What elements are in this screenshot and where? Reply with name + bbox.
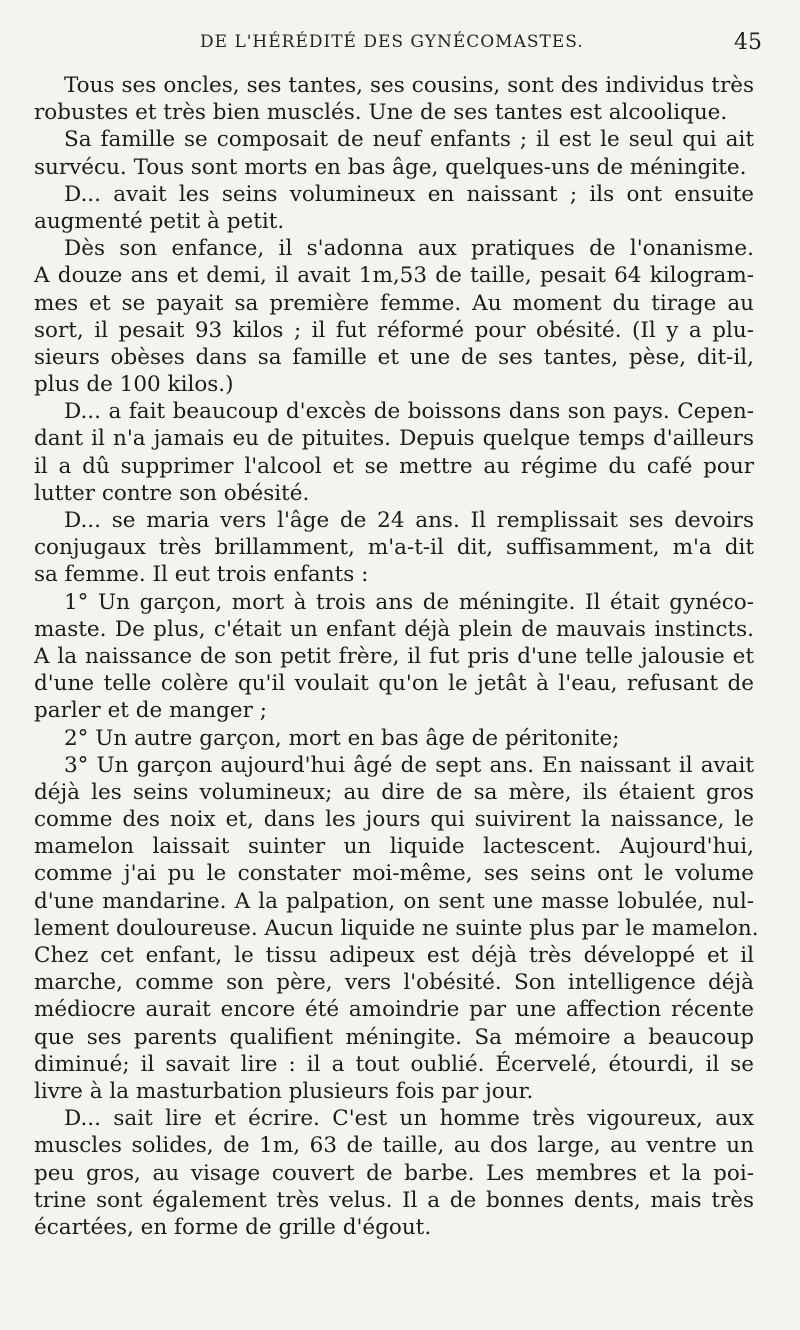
text-line: 2° Un autre garçon, mort en bas âge de péritonite; <box>64 725 620 751</box>
text-line: D... a fait beaucoup d'excès de boissons dans son pays. Cepen- <box>64 399 754 425</box>
text-line: sa femme. Il eut trois enfants : <box>34 562 369 588</box>
text-line: comme des noix et, dans les jours qui suivirent la naissance, le <box>34 807 754 833</box>
text-line: sort, il pesait 93 kilos ; il fut réformé pour obésité. (Il y a plu- <box>34 317 754 343</box>
text-line: il a dû supprimer l'alcool et se mettre au régime du café pour <box>34 453 754 479</box>
text-line: 1° Un garçon, mort à trois ans de méningite. Il était gynéco- <box>64 589 754 615</box>
text-line: que ses parents qualifient méningite. Sa mémoire a beaucoup <box>34 1024 754 1050</box>
text-line: Chez cet enfant, le tissu adipeux est déjà très développé et il <box>34 943 754 968</box>
text-line: robustes et très bien musclés. Une de ses tantes est alcoolique. <box>34 100 728 126</box>
text-line: A la naissance de son petit frère, il fut pris d'une telle jalousie et <box>34 643 754 669</box>
text-line: mes et se payait sa première femme. Au moment du tirage au <box>34 290 754 316</box>
body-text <box>34 72 759 1241</box>
text-line: peu gros, au visage couvert de barbe. Les membres et la poi- <box>34 1160 754 1186</box>
text-line: maste. De plus, c'était un enfant déjà plein de mauvais instincts. <box>34 616 754 642</box>
text-line: muscles solides, de 1m, 63 de taille, au dos large, au ventre un <box>34 1133 754 1159</box>
text-line: Dès son enfance, il s'adonna aux pratiques de l'onanisme. <box>64 236 754 262</box>
text-line: D... se maria vers l'âge de 24 ans. Il remplissait ses devoirs <box>64 508 754 533</box>
text-line: conjugaux très brillamment, m'a-t-il dit, suffisamment, m'a dit <box>34 535 754 561</box>
text-line: 3° Un garçon aujourd'hui âgé de sept ans. En naissant il avait <box>64 752 754 778</box>
text-line: déjà les seins volumineux; au dire de sa mère, ils étaient gros <box>34 779 754 805</box>
text-line: survécu. Tous sont morts en bas âge, quelques-uns de méningite. <box>34 154 747 180</box>
text-line: Tous ses oncles, ses tantes, ses cousins, sont des individus très <box>64 73 754 98</box>
text-line: parler et de manger ; <box>34 698 267 724</box>
text-line: Sa famille se composait de neuf enfants ; il est le seul qui ait <box>64 127 754 153</box>
text-line: marche, comme son père, vers l'obésité. Son intelligence déjà <box>34 970 754 996</box>
page-number: 45 <box>734 30 762 55</box>
text-line: d'une mandarine. A la palpation, on sent une masse lobulée, nul- <box>34 888 754 914</box>
text-line: lement douloureuse. Aucun liquide ne suinte plus par le mamelon. <box>34 915 759 941</box>
text-line: lutter contre son obésité. <box>34 480 310 506</box>
running-head: DE L'HÉRÉDITÉ DES GYNÉCOMASTES. <box>200 32 584 52</box>
text-line: A douze ans et demi, il avait 1m,53 de taille, pesait 64 kilogram- <box>34 263 754 289</box>
text-line: d'une telle colère qu'il voulait qu'on le jetât à l'eau, refusant de <box>34 671 754 697</box>
text-line: sieurs obèses dans sa famille et une de ses tantes, pèse, dit-il, <box>34 344 754 370</box>
text-line: plus de 100 kilos.) <box>34 372 234 398</box>
text-line: mamelon laissait suinter un liquide lactescent. Aujourd'hui, <box>34 834 754 860</box>
text-line: augmenté petit à petit. <box>34 208 285 234</box>
text-line: D... sait lire et écrire. C'est un homme très vigoureux, aux <box>64 1106 754 1132</box>
text-line: trine sont également très velus. Il a de bonnes dents, mais très <box>34 1187 754 1213</box>
text-line: livre à la masturbation plusieurs fois par jour. <box>34 1078 534 1104</box>
text-line: dant il n'a jamais eu de pituites. Depuis quelque temps d'ailleurs <box>34 426 754 452</box>
text-line: écartées, en forme de grille d'égout. <box>34 1214 432 1240</box>
page-header <box>0 32 800 62</box>
text-line: comme j'ai pu le constater moi-même, ses seins ont le volume <box>34 861 754 887</box>
text-line: D... avait les seins volumineux en naissant ; ils ont ensuite <box>64 181 754 207</box>
text-line: médiocre aurait encore été amoindrie par une affection récente <box>34 997 754 1023</box>
text-line: diminué; il savait lire : il a tout oublié. Écervelé, étourdi, il se <box>34 1051 754 1077</box>
